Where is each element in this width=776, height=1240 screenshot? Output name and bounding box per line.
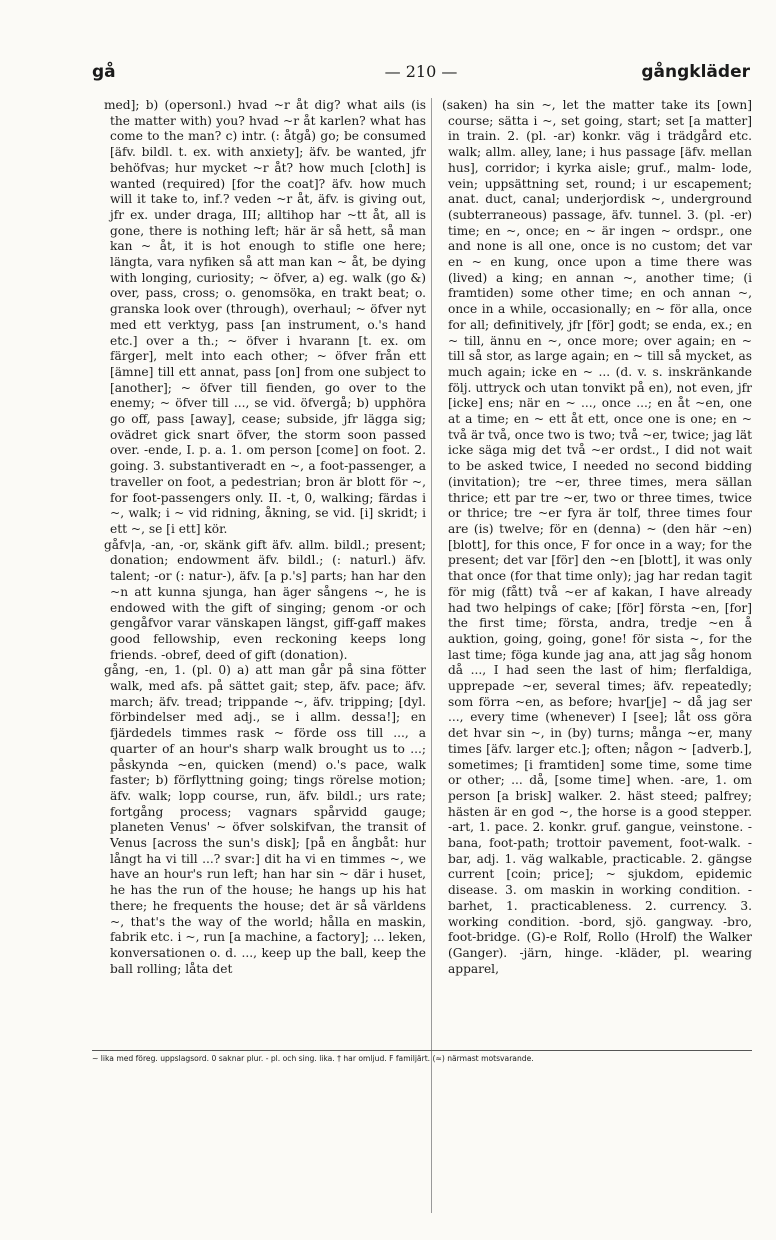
footnote-rule (92, 1050, 752, 1051)
column-divider (431, 98, 432, 1213)
header-right-word: gångkläder (641, 62, 750, 82)
left-column (104, 98, 426, 1046)
entry-paragraph: gåfv|a, -an, -or, skänk gift äfv. allm. bildl.; present; donation; endowment äfv. bildl.; (: naturl.) äfv. talent; -or (: natur-), äfv. [a p.'s] parts; han har den ~n att kunna sjunga, han äger sångens ~, he is endowed with the gift of singing; genom -or och gengåfvor varar vänskapen längst, giff-gaff makes good fellowship, even reckoning keeps long friends. -obref, deed of gift (donation). (104, 537, 426, 662)
header-left-word: gå (92, 62, 116, 82)
abbreviation-key: ~ lika med föreg. uppslagsord. 0 saknar plur. - pl. och sing. lika. † har omljud. F familjärt. (≈) närmast motsvarande. (92, 1054, 534, 1063)
entry-paragraph: med]; b) (opersonl.) hvad ~r åt dig? what ails (is the matter with) you? hvad ~r åt karlen? what has come to the man? c) intr. (: åtgå) go; be consumed [äfv. bildl. t. ex. with anxiety]; äfv. be wanted, jfr behöfvas; hur mycket ~r åt? how much [cloth] is wanted (required) [for the coat]? äfv. how much will it take to, inf.? veden ~r åt, äfv. is giving out, jfr ex. under draga, III; alltihop har ~tt åt, all is gone, there is nothing left; här är så hett, så man kan ~ åt, it is hot enough to stifle one here; längta, vara nyfiken så att man kan ~ åt, be dying with longing, curiosity; ~ öfver, a) eg. walk (go &) over, pass, cross; o. genomsöka, en trakt beat; o. granska look over (through), overhaul; ~ öfver nyt med ett verktyg, pass [an instrument, o.'s hand etc.] over a th.; ~ öfver i hvarann [t. ex. om färger], melt into each other; ~ öfver från ett [ämne] till ett annat, pass [on] from one subject to [another]; ~ öfver till fienden, go over to the enemy; ~ öfver till ..., se vid. öfvergå; b) upphöra go off, pass [away], cease; subside, jfr lägga sig; ovädret gick snart öfver, the storm soon passed over. -ende, I. p. a. 1. om person [come] on foot. 2. going. 3. substantiveradt en ~, a foot-passenger, a traveller on foot, a pedestrian; bron är blott för ~, for foot-passengers only. II. -t, 0, walking; färdas i ~, walk; i ~ vid ridning, åkning, se vid. [i] skridt; i ett ~, se [i ett] kör. (104, 98, 426, 536)
running-header (92, 62, 750, 90)
right-column (442, 98, 752, 1046)
entry-paragraph: gång, -en, 1. (pl. 0) a) att man går på sina fötter walk, med afs. på sättet gait; step, äfv. pace; äfv. march; äfv. tread; trippande ~, äfv. tripping; [dyl. förbindelser med adj., se i allm. dessa!]; en fjärdedels timmes rask ~ förde oss till ..., a quarter of an hour's sharp walk brought us to ...; påskynda ~en, quicken (mend) o.'s pace, walk faster; b) förflyttning going; tings rörelse motion; äfv. walk; lopp course, run, äfv. bildl.; urs rate; fortgång process; vagnars spårvidd gauge; planeten Venus' ~ öfver solskifvan, the transit of Venus [across the sun's disk]; [på en ångbåt: hur långt ha vi till ...? svar:] dit ha vi en timmes ~, we have an hour's run left; han har sin ~ där i huset, he has the run of the house; he hangs up his hat there; he frequents the house; det är så världens ~, that's the way of the world; hålla en maskin, fabrik etc. i ~, run [a machine, a factory]; ... leken, konversationen o. d. ..., keep up the ball, keep the ball rolling; låta det (104, 663, 426, 976)
page-number: — 210 — (384, 62, 458, 81)
entry-paragraph: (saken) ha sin ~, let the matter take its [own] course; sätta i ~, set going, start; set [a matter] in train. 2. (pl. -ar) konkr. väg i trädgård etc. walk; allm. alley, lane; i hus passage [äfv. mellan hus], corridor; i kyrka aisle; gruf., malm- lode, vein; uppsättning set, round; i ur escapement; anat. duct, canal; underjordisk ~, underground (subterraneous) passage, äfv. tunnel. 3. (pl. -er) time; en ~, once; en ~ är ingen ~ ordspr., one and none is all one, once is no custom; det var en ~ en kung, once upon a time there was (lived) a king; en annan ~, another time; (i framtiden) some other time; en och annan ~, once in a while, occasionally; en ~ för alla, once for all; definitively, jfr [för] godt; se enda, ex.; en ~ till, ännu en ~, once more; over again; en ~ till så stor, as large again; en ~ till så mycket, as much again; icke en ~ ... (d. v. s. inskränkande följ. uttryck och utan tonvikt på en), not even, jfr [icke] ens; när en ~ ..., once ...; en åt ~en, one at a time; en ~ ett åt ett, once one is one; en ~ två är två, once two is two; två ~er, twice; jag lät icke säga mig det två ~er ordst., I did not wait to be asked twice, I needed no second bidding (invitation); tre ~er, three times, mera sällan thrice; ett par tre ~er, two or three times, twice or thrice; tre ~er fyra är tolf, three times four are (is) twelve; för en (denna) ~ (den här ~en) [blott], for this once, F for once in a way; for the present; det var [för] den ~en [blott], it was only that once (for that time only); jag har redan tagit för mig (fått) två ~er af kakan, I have already had two helpings of cake; [för] första ~en, [for] the first time; första, andra, tredje ~en å auktion, going, going, gone! för sista ~, for the last time; föga kunde jag ana, att jag såg honom då ..., I had seen the last of him; flerfaldiga, upprepade ~er, several times; äfv. repeatedly; som förra ~en, as before; hvar[je] ~ då jag ser ..., every time (whenever) I [see]; låt oss göra det hvar sin ~, in (by) turns; många ~er, many times [äfv. larger etc.]; often; någon ~ [adverb.], sometimes; [i framtiden] some time, some time or other; ... då, [some time] when. -are, 1. om person [a brisk] walker. 2. häst steed; palfrey; hästen är en god ~, the horse is a good stepper. -art, 1. pace. 2. konkr. gruf. gangue, veinstone. -bana, foot-path; trottoir pavement, foot-walk. -bar, adj. 1. väg walkable, practicable. 2. gängse current [coin; price]; ~ sjukdom, epidemic disease. 3. om maskin in working condition. -barhet, 1. practicableness. 2. currency. 3. working condition. -bord, sjö. gangway. -bro, foot-bridge. (G)-e Rolf, Rollo (Hrolf) the Walker (Ganger). -järn, hinge. -kläder, pl. wearing apparel, (442, 98, 752, 976)
